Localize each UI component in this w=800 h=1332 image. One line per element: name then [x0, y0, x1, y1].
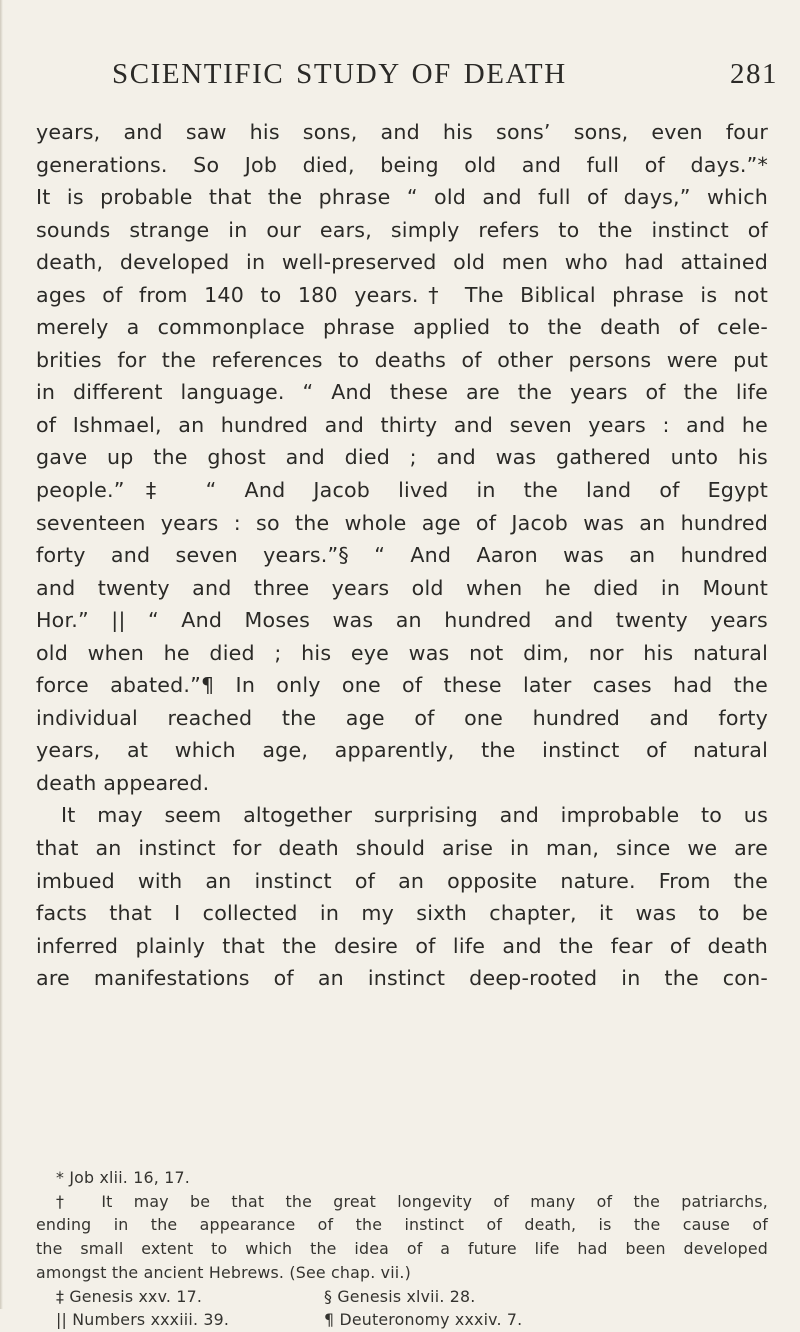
text-line: forty and seven years.”§ “ And Aaron was an hundred	[36, 543, 768, 568]
page-number: 281	[730, 58, 778, 90]
footnote-line: ending in the appearance of the instinct of death, is the cause of	[36, 1215, 768, 1235]
text-line: It may seem altogether surprising and improbable to us	[61, 803, 768, 828]
text-line: years, and saw his sons, and his sons’ sons, even four	[36, 120, 768, 144]
text-line: ages of from 140 to 180 years.† The Biblical phrase is not	[36, 282, 768, 307]
footnote-double-dagger: ‡ Genesis xxv. 17.	[56, 1286, 203, 1306]
text-line: inferred plainly that the desire of life and the fear of death	[36, 933, 768, 958]
text-line: death appeared.	[36, 770, 210, 795]
footnote-pilcrow: ¶ Deuteronomy xxxiv. 7.	[324, 1310, 523, 1330]
text-line: and twenty and three years old when he died in Mount	[36, 575, 768, 600]
footnote-section: § Genesis xlvii. 28.	[324, 1286, 476, 1306]
text-line: generations. So Job died, being old and full of days.”*	[36, 152, 768, 177]
text-line: years, at which age, apparently, the instinct of natural	[36, 738, 768, 763]
text-line: old when he died ; his eye was not dim, nor his natural	[36, 640, 768, 665]
body-text	[36, 116, 768, 995]
footnotes	[36, 1166, 768, 1332]
running-title: SCIENTIFIC STUDY OF DEATH	[112, 58, 567, 90]
footnote-line: amongst the ancient Hebrews. (See chap. vii.)	[36, 1262, 411, 1282]
text-line: gave up the ghost and died ; and was gathered unto his	[36, 445, 768, 470]
text-line: brities for the references to deaths of other persons were put	[36, 347, 768, 372]
text-line: It is probable that the phrase “ old and full of days,” which	[36, 185, 768, 210]
text-line: Hor.” || “ And Moses was an hundred and twenty years	[36, 608, 768, 633]
footnote-row	[36, 1308, 768, 1332]
text-line: imbued with an instinct of an opposite nature. From the	[36, 868, 768, 893]
text-line: in different language. “ And these are the years of the life	[36, 380, 768, 405]
footnote-star: * Job xlii. 16, 17.	[56, 1168, 190, 1187]
text-line: sounds strange in our ears, simply refers to the instinct of	[36, 217, 768, 242]
text-line: are manifestations of an instinct deep-rooted in the con-	[36, 966, 768, 991]
text-line: that an instinct for death should arise in man, since we are	[36, 836, 768, 861]
footnote-line: the small extent to which the idea of a future life had been developed	[36, 1239, 768, 1259]
text-line: death, developed in well-preserved old men who had attained	[36, 250, 768, 275]
paragraph-2	[36, 799, 768, 994]
footnote-row	[36, 1285, 768, 1309]
text-line: individual reached the age of one hundred and forty	[36, 705, 768, 730]
text-line: people.”‡ “ And Jacob lived in the land of Egypt	[36, 478, 768, 503]
page-edge	[0, 0, 3, 1309]
footnote-parallel: || Numbers xxxiii. 39.	[56, 1310, 230, 1330]
running-head	[0, 58, 800, 102]
paragraph-1	[36, 116, 768, 799]
text-line: of Ishmael, an hundred and thirty and seven years : and he	[36, 412, 768, 437]
text-line: merely a commonplace phrase applied to the death of cele-	[36, 315, 768, 340]
footnote-dagger	[36, 1190, 768, 1285]
footnote-line: † It may be that the great longevity of many of the patriarchs,	[56, 1191, 768, 1211]
text-line: force abated.”¶ In only one of these later cases had the	[36, 673, 768, 698]
text-line: facts that I collected in my sixth chapter, it was to be	[36, 901, 768, 926]
text-line: seventeen years : so the whole age of Jacob was an hundred	[36, 510, 768, 535]
